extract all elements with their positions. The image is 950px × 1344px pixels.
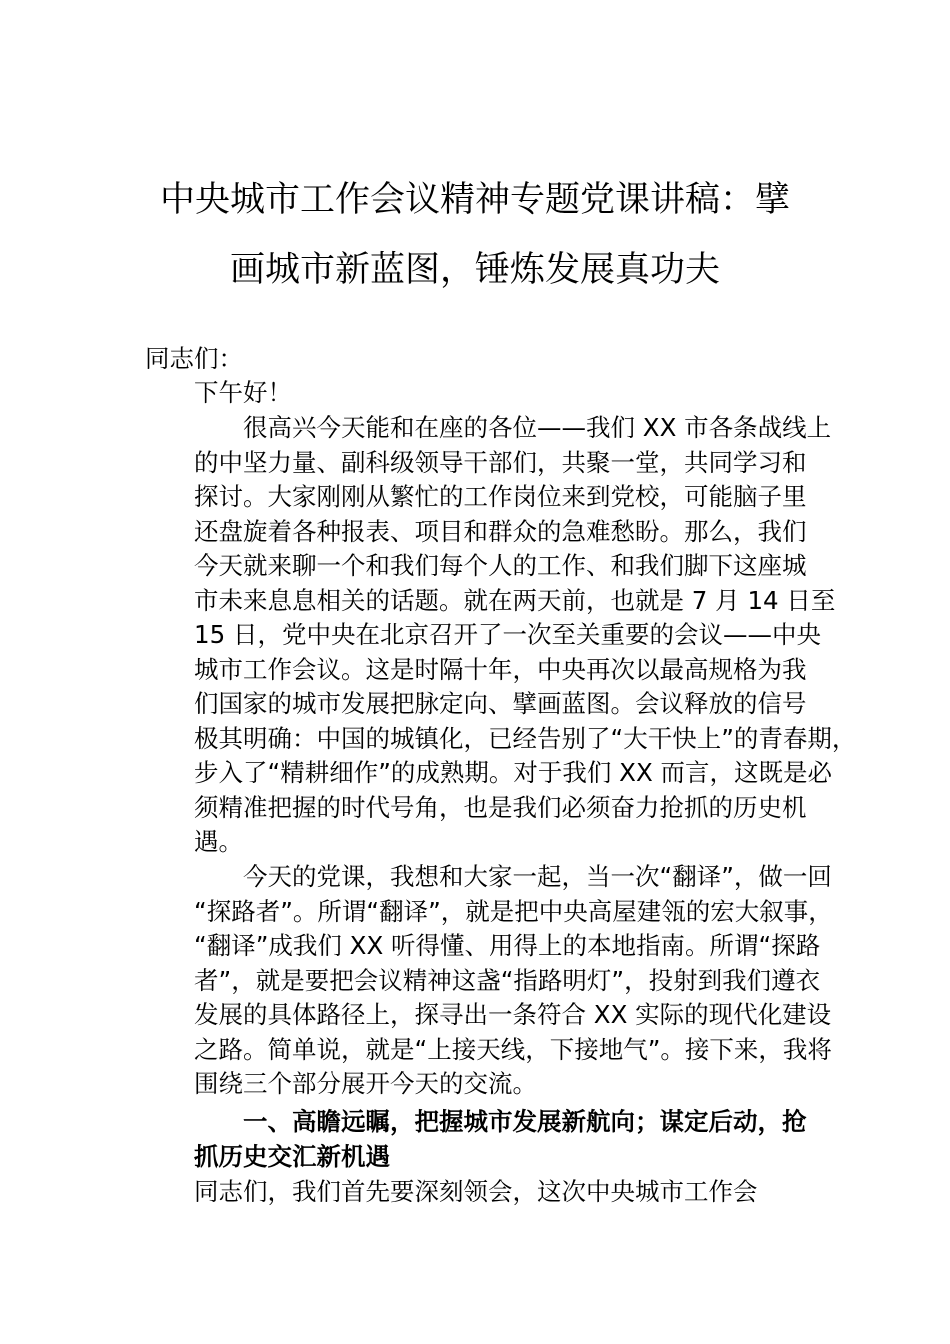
heading-line: 一、高瞻远瞩，把握城市发展新航向；谋定后动，抢	[243, 1107, 807, 1136]
paragraph-3	[145, 1175, 810, 1210]
paragraph-line: 极其明确：中国的城镇化，已经告别了“大干快上”的青春期，	[194, 723, 857, 753]
document-title-line-1: 中央城市工作会议精神专题党课讲稿：擘	[159, 180, 790, 220]
paragraph-1	[145, 411, 857, 860]
paragraph-line: 市未来息息相关的话题。就在两天前，也就是 7 月 14 日至	[194, 585, 836, 615]
paragraph-line: 同志们，我们首先要深刻领会，这次中央城市工作会	[194, 1177, 758, 1206]
paragraph-line: 今天的党课，我想和大家一起，当一次“翻译”，做一回	[243, 862, 832, 891]
salutation: 同志们：	[145, 344, 243, 373]
paragraph-line: 步入了“精耕细作”的成熟期。对于我们 XX 而言，这既是必	[194, 758, 833, 787]
paragraph-line: 探讨。大家刚刚从繁忙的工作岗位来到党校，可能脑子里	[194, 482, 807, 511]
paragraph-line: 15 日，党中央在北京召开了一次至关重要的会议——中央	[194, 620, 821, 649]
paragraph-line: 者”，就是要把会议精神这盏“指路明灯”，投射到我们遵衣	[194, 965, 821, 995]
document-title-line-2: 画城市新蓝图，锤炼发展真功夫	[229, 250, 720, 290]
greeting: 下午好！	[194, 378, 292, 407]
paragraph-line: 之路。简单说，就是“上接天线，下接地气”。接下来，我将	[194, 1034, 832, 1064]
paragraph-line: 围绕三个部分展开今天的交流。	[194, 1069, 537, 1098]
paragraph-line: “探路者”。所谓“翻译”，就是把中央高屋建瓴的宏大叙事，	[194, 896, 833, 926]
paragraph-line: 很高兴今天能和在座的各位——我们 XX 市各条战线上	[243, 413, 832, 442]
paragraph-line: 今天就来聊一个和我们每个人的工作、和我们脚下这座城	[194, 551, 807, 580]
paragraph-line: 还盘旋着各种报表、项目和群众的急难愁盼。那么，我们	[194, 516, 807, 546]
paragraph-line: 城市工作会议。这是时隔十年，中央再次以最高规格为我	[194, 654, 807, 684]
paragraph-line: 发展的具体路径上，探寻出一条符合 XX 实际的现代化建设	[194, 1000, 832, 1029]
paragraph-line: 须精准把握的时代号角，也是我们必须奋力抢抓的历史机	[194, 792, 807, 822]
paragraph-2	[145, 860, 833, 1102]
heading-line: 抓历史交汇新机遇	[194, 1141, 390, 1171]
section-heading-1	[145, 1105, 810, 1174]
paragraph-line: 的中坚力量、副科级领导干部们，共聚一堂，共同学习和	[194, 447, 807, 477]
paragraph-line: 遇。	[194, 827, 243, 856]
paragraph-line: 们国家的城市发展把脉定向、擘画蓝图。会议释放的信号	[194, 689, 807, 718]
paragraph-line: “翻译”成我们 XX 听得懂、用得上的本地指南。所谓“探路	[194, 931, 821, 960]
